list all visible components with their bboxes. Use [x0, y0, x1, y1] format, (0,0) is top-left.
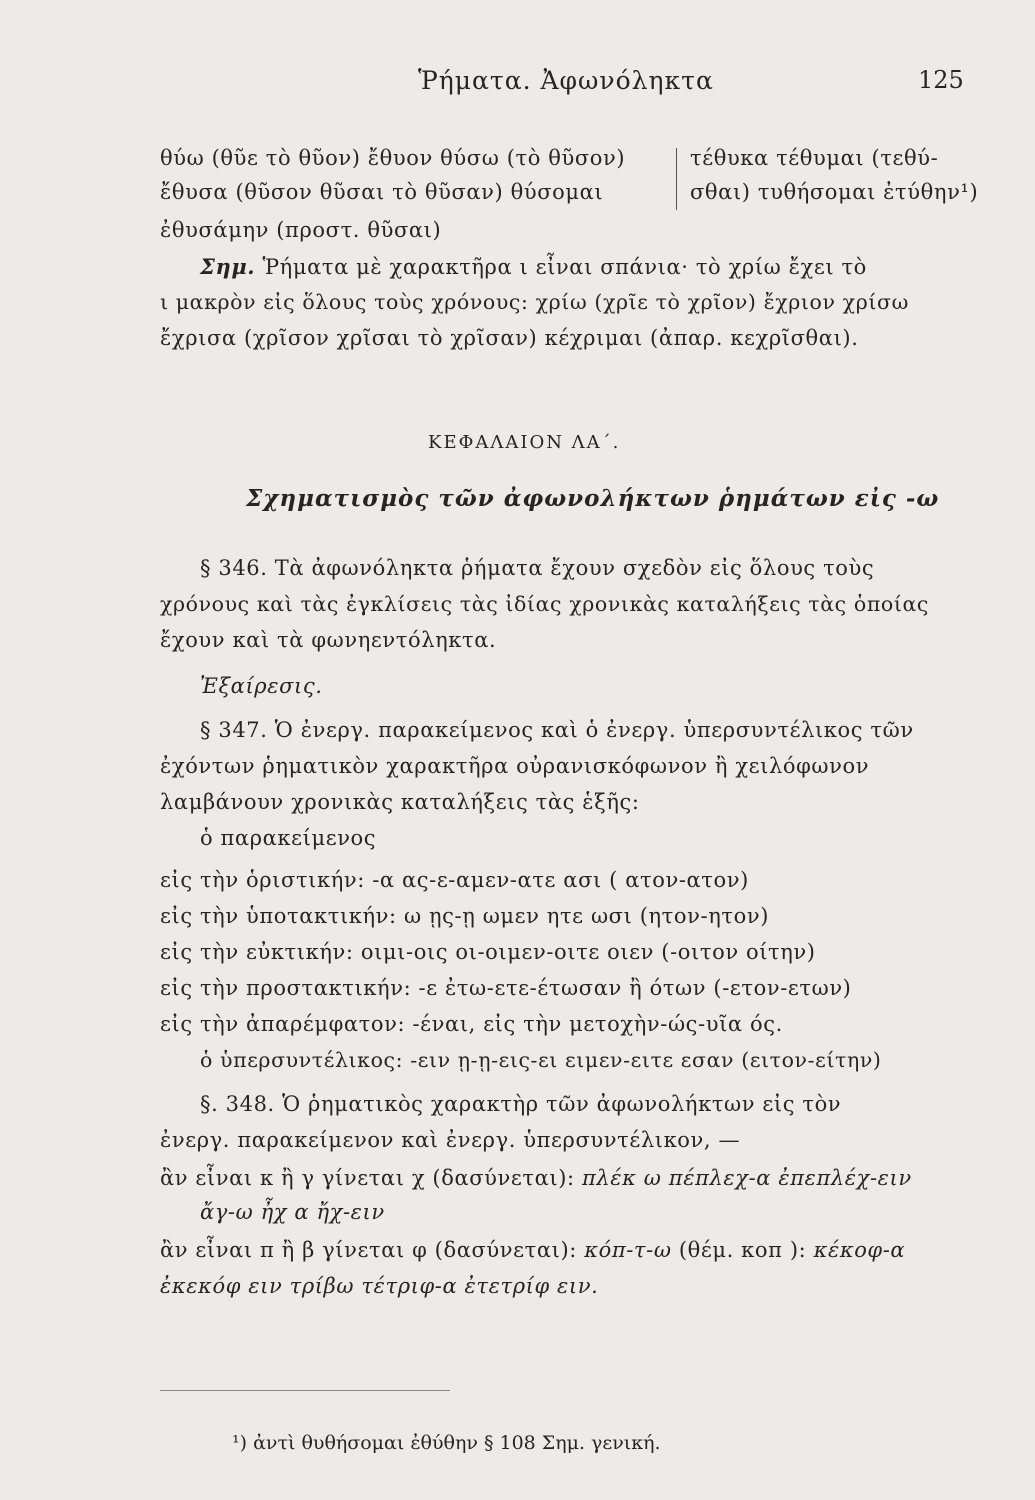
- table-left-line: ἔθυσα (θῦσον θῦσαι τὸ θῦσαν) θύσομαι: [160, 180, 604, 204]
- pluperfect-endings: ὁ ὑπερσυντέλικος: -ειν ῃ-ῃ-εις-ει ειμεν-ειτε εσαν (ειτον-είτην): [200, 1048, 882, 1072]
- footnote-marker: ¹): [232, 1432, 248, 1454]
- s346-line: ἔχουν καὶ τὰ φωνηεντόληκτα.: [160, 628, 497, 652]
- chapter-title: Σχηματισμὸς τῶν ἀφωνολήκτων ῥημάτων εἰς -ω: [246, 485, 940, 512]
- page-number: 125: [918, 66, 964, 94]
- s348-line: ἐνεργ. παρακείμενον καὶ ἐνεργ. ὑπερσυντέλικον, —: [160, 1128, 741, 1152]
- chapter-number: ΚΕΦΑΛΑΙΟΝ ΛΑ΄.: [428, 432, 621, 453]
- case2-line2: ἐκεκόφ ειν τρίβω τέτριφ-α ἐτετρίφ ειν.: [160, 1274, 599, 1298]
- s347-line: § 347. Ὁ ἐνεργ. παρακείμενος καὶ ὁ ἐνεργ. ὑπερσυντέλικος τῶν: [200, 718, 914, 742]
- table-continuation: ἐθυσάμην (προστ. θῦσαι): [160, 218, 442, 242]
- s348-case1: [160, 1166, 912, 1190]
- mood-endings: εἰς τὴν ὑποτακτικήν: ω ῃς-ῃ ωμεν ητε ωσι (ητον-ητον): [160, 904, 770, 928]
- note-line: ι μακρὸν εἰς ὅλους τοὺς χρόνους: χρίω (χρῖε τὸ χρῖον) ἔχριον χρίσω: [160, 290, 909, 314]
- s348-case2: [160, 1238, 905, 1262]
- case2-result: κέκοφ-α: [813, 1238, 906, 1262]
- mood-endings: εἰς τὴν εὐκτικήν: οιμι-οις οι-οιμεν-οιτε οιεν (-οιτον οίτην): [160, 940, 816, 964]
- case1-line2: ἄγ-ω ἦχ α ἤχ-ειν: [200, 1200, 385, 1224]
- table-right-line: τέθυκα τέθυμαι (τεθύ-: [690, 146, 939, 170]
- column-divider: [676, 148, 677, 210]
- note-text: Ῥήματα μὲ χαρακτῆρα ι εἶναι σπάνια· τὸ χρίω ἔχει τὸ: [262, 255, 867, 279]
- footnote-text: ἀντὶ θυθήσομαι ἐθύθην § 108 Σημ. γενική.: [253, 1432, 661, 1454]
- note-label: Σημ.: [200, 254, 256, 279]
- note-line: ἔχρισα (χρῖσον χρῖσαι τὸ χρῖσαν) κέχριμαι (ἀπαρ. κεχρῖσθαι).: [160, 326, 859, 350]
- mood-endings: εἰς τὴν ὁριστικήν: -α ας-ε-αμεν-ατε ασι ( ατον-ατον): [160, 868, 749, 892]
- case2-theme: (θέμ. κοπ ):: [678, 1238, 807, 1262]
- perfect-label: ὁ παρακείμενος: [200, 826, 377, 850]
- footnote: [232, 1432, 661, 1454]
- exceptions-heading: Ἐξαίρεσις.: [200, 674, 323, 698]
- case1-rule: ἂν εἶναι κ ἢ γ γίνεται χ (δασύνεται):: [160, 1166, 575, 1190]
- table-right-line: σθαι) τυθήσομαι ἐτύθην¹): [690, 180, 979, 204]
- s347-line: λαμβάνουν χρονικὰς καταλήξεις τὰς ἑξῆς:: [160, 790, 640, 814]
- s347-line: ἐχόντων ῥηματικὸν χαρακτῆρα οὐρανισκόφωνον ἢ χειλόφωνον: [160, 754, 870, 778]
- s346-line: χρόνους καὶ τὰς ἐγκλίσεις τὰς ἰδίας χρονικὰς καταλήξεις τὰς ὁποίας: [160, 592, 929, 616]
- table-left-line: θύω (θῦε τὸ θῦον) ἔθυον θύσω (τὸ θῦσον): [160, 146, 626, 170]
- note-line: [200, 254, 867, 279]
- case2-examples: κόπ-τ-ω: [584, 1238, 672, 1262]
- case2-rule: ἂν εἶναι π ἢ β γίνεται φ (δασύνεται):: [160, 1238, 577, 1262]
- footnote-rule: [160, 1390, 450, 1391]
- mood-endings: εἰς τὴν ἀπαρέμφατον: -έναι, εἰς τὴν μετοχὴν-ώς-υῖα ός.: [160, 1012, 783, 1036]
- s348-line: §. 348. Ὁ ῥηματικὸς χαρακτὴρ τῶν ἀφωνολήκτων εἰς τὸν: [200, 1092, 842, 1116]
- running-header: Ῥήματα. Ἀφωνόληκτα: [418, 66, 714, 95]
- s346-line: § 346. Τὰ ἀφωνόληκτα ῥήματα ἔχουν σχεδὸν εἰς ὅλους τοὺς: [200, 556, 875, 580]
- mood-endings: εἰς τὴν προστακτικήν: -ε ἐτω-ετε-έτωσαν ἢ ότων (-ετον-ετων): [160, 976, 852, 1000]
- case1-examples: πλέκ ω πέπλεχ-α ἐπεπλέχ-ειν: [581, 1166, 912, 1190]
